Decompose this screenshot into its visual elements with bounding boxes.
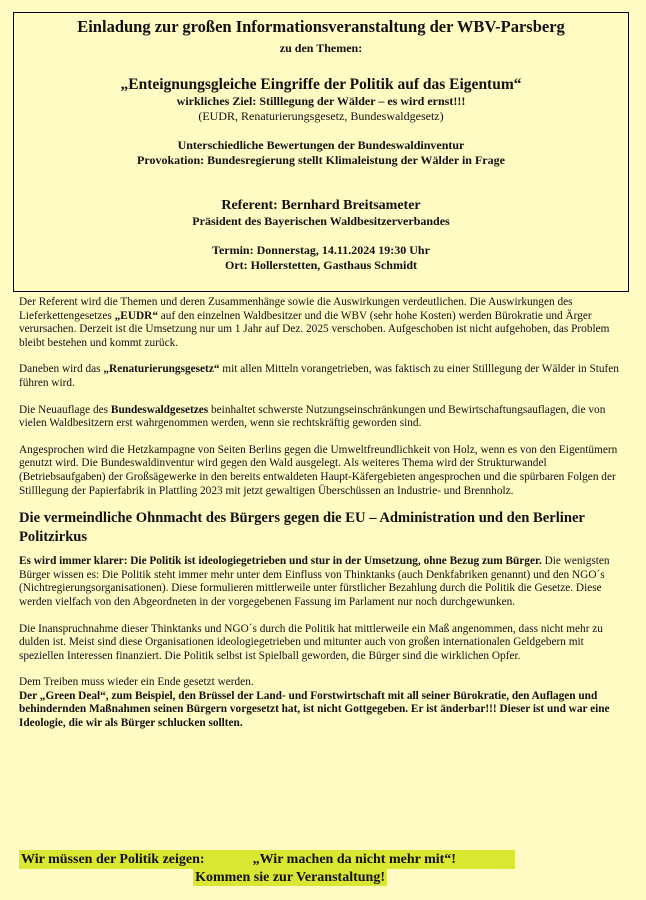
paragraph-eudr bbox=[19, 296, 627, 350]
text: beinhaltet schwerste Nutzungseinschränkungen und Bewirtschaftungsauflagen, die von vielen Waldbesitzern erst wahrgenommen werden, wenn sie rechtskräftig geworden sind. bbox=[19, 403, 606, 430]
body-text bbox=[19, 296, 627, 731]
text: Die wenigsten Bürger wissen es: Die Politik steht immer mehr unter dem Einfluss von Thinktanks (auch Denkfabriken genannt) und den NGO´s (Nichtregierungsorganisationen). Diese formulieren mittlerweile unter fürstlicher Bezahlung durch die Politik die Gesetze. Diese werden vielfach von den Abgeordneten in der vorgegebenen Fassung im Parlament nur noch durchgewunken. bbox=[19, 555, 610, 608]
politik-statement: Es wird immer klarer: Die Politik ist ideologiegetrieben und stur in der Umsetzung, ohne Bezug zum Bürger. bbox=[19, 555, 542, 568]
themen-label: zu den Themen: bbox=[279, 41, 363, 55]
real-goal: wirkliches Ziel: Stilllegung der Wälder – es wird ernst!!! bbox=[176, 94, 466, 108]
topic2-line2: Provokation: Bundesregierung stellt Klimaleistung der Wälder in Frage bbox=[137, 153, 505, 167]
renaturierung-term: „Renaturierungsgesetz“ bbox=[103, 363, 220, 376]
text: Der Referent wird die Themen und deren Zusammenhänge sowie die Auswirkungen verdeutlichen. Die Auswirkungen des Lieferkettengesetzes bbox=[19, 296, 573, 322]
paragraph-politik bbox=[19, 555, 627, 609]
topic-quote: „Enteignungsgleiche Eingriffe der Politik auf das Eigentum“ bbox=[120, 76, 522, 93]
call-to-action bbox=[19, 850, 517, 886]
cta-text-b: „Wir machen da nicht mehr mit“! bbox=[252, 852, 456, 867]
event-date: Termin: Donnerstag, 14.11.2024 19:30 Uhr bbox=[212, 243, 430, 257]
paragraph-hetzkampagne: Angesprochen wird die Hetzkampagne von Seiten Berlins gegen die Umweltfreundlichkeit von Holz, wenn es von den Eigentümern genutzt wird. Die Bundeswaldinventur wird gegen den Wald ausgelegt. Als weiteres Thema wird der Strukturwandel (Betriebsaufgaben) der Großsägewerke in den bereits entwaldeten Haupt-Käfergebieten angesprochen und die spürbaren Folgen der Stilllegung der Papierfabrik in Plattling 2023 mit jetzt gewaltigen Überschüssen an Industrie- und Brennholz. bbox=[19, 443, 618, 497]
paragraph-thinktanks: Die Inanspruchnahme dieser Thinktanks und NGO´s durch die Politik hat mittlerweile ein Maß angenommen, dass nicht mehr zu dulden ist. Meist sind diese Organisationen ideologiegetrieben und mitunter auch von großen internationalen Geldgebern mit speziellen Interessen finanziert. Die Politik selbst ist Spielball geworden, die Bürger sind die wirklichen Opfer. bbox=[19, 622, 603, 662]
eudr-term: „EUDR“ bbox=[114, 309, 158, 322]
cta-highlight-1 bbox=[19, 850, 515, 869]
section-heading: Die vermeindliche Ohnmacht des Bürgers gegen die EU – Administration und den Berliner Politzirkus bbox=[19, 510, 585, 546]
cta-line1 bbox=[19, 850, 517, 869]
invitation-box bbox=[13, 12, 629, 292]
text: mit allen Mitteln vorangetrieben, was faktisch zu einer Stilllegung der Wälder in Stufen führen wird. bbox=[19, 363, 619, 389]
cta-highlight-2: Kommen sie zur Veranstaltung! bbox=[195, 870, 385, 885]
text: Daneben wird das bbox=[19, 363, 104, 376]
paragraph-renaturierung bbox=[19, 363, 627, 390]
referent-role: Präsident des Bayerischen Waldbesitzerverbandes bbox=[192, 214, 450, 228]
paragraph-green-deal: Der „Green Deal“, zum Beispiel, den Brüssel der Land- und Forstwirtschaft mit all seiner Bürokratie, den Auflagen und behindernden Maßnahmen seinen Bürgern vorgesetzt hat, ist nicht Gottgegeben. Er ist änderbar!!! Dieser ist und war eine Ideologie, die wir als Bürger schlucken sollten. bbox=[19, 689, 610, 730]
invitation-title: Einladung zur großen Informationsveranstaltung der WBV-Parsberg bbox=[77, 17, 565, 36]
bundeswaldgesetz-term: Bundeswaldgesetzes bbox=[110, 403, 209, 416]
text: Die Neuauflage des bbox=[19, 403, 111, 416]
referent-name: Referent: Bernhard Breitsameter bbox=[221, 198, 421, 213]
cta-line2 bbox=[19, 869, 387, 886]
cta-text-a: Wir müssen der Politik zeigen: bbox=[21, 852, 205, 867]
laws-list: (EUDR, Renaturierungsgesetz, Bundeswaldgesetz) bbox=[198, 109, 444, 123]
topic2-line1: Unterschiedliche Bewertungen der Bundeswaldinventur bbox=[177, 138, 465, 152]
paragraph-ende: Dem Treiben muss wieder ein Ende gesetzt werden. bbox=[19, 676, 254, 689]
event-location: Ort: Hollerstetten, Gasthaus Schmidt bbox=[225, 258, 417, 272]
paragraph-bundeswaldgesetz bbox=[19, 404, 627, 431]
text: auf den einzelnen Waldbesitzer und die WBV (sehr hohe Kosten) werden Bürokratie und Ärger verursachen. Derzeit ist die Umsetzung nur um 1 Jahr auf Dez. 2025 verschoben. Aufgeschoben ist nicht aufgehoben, das Problem bleibt bestehen und kommt zurück. bbox=[19, 309, 610, 349]
